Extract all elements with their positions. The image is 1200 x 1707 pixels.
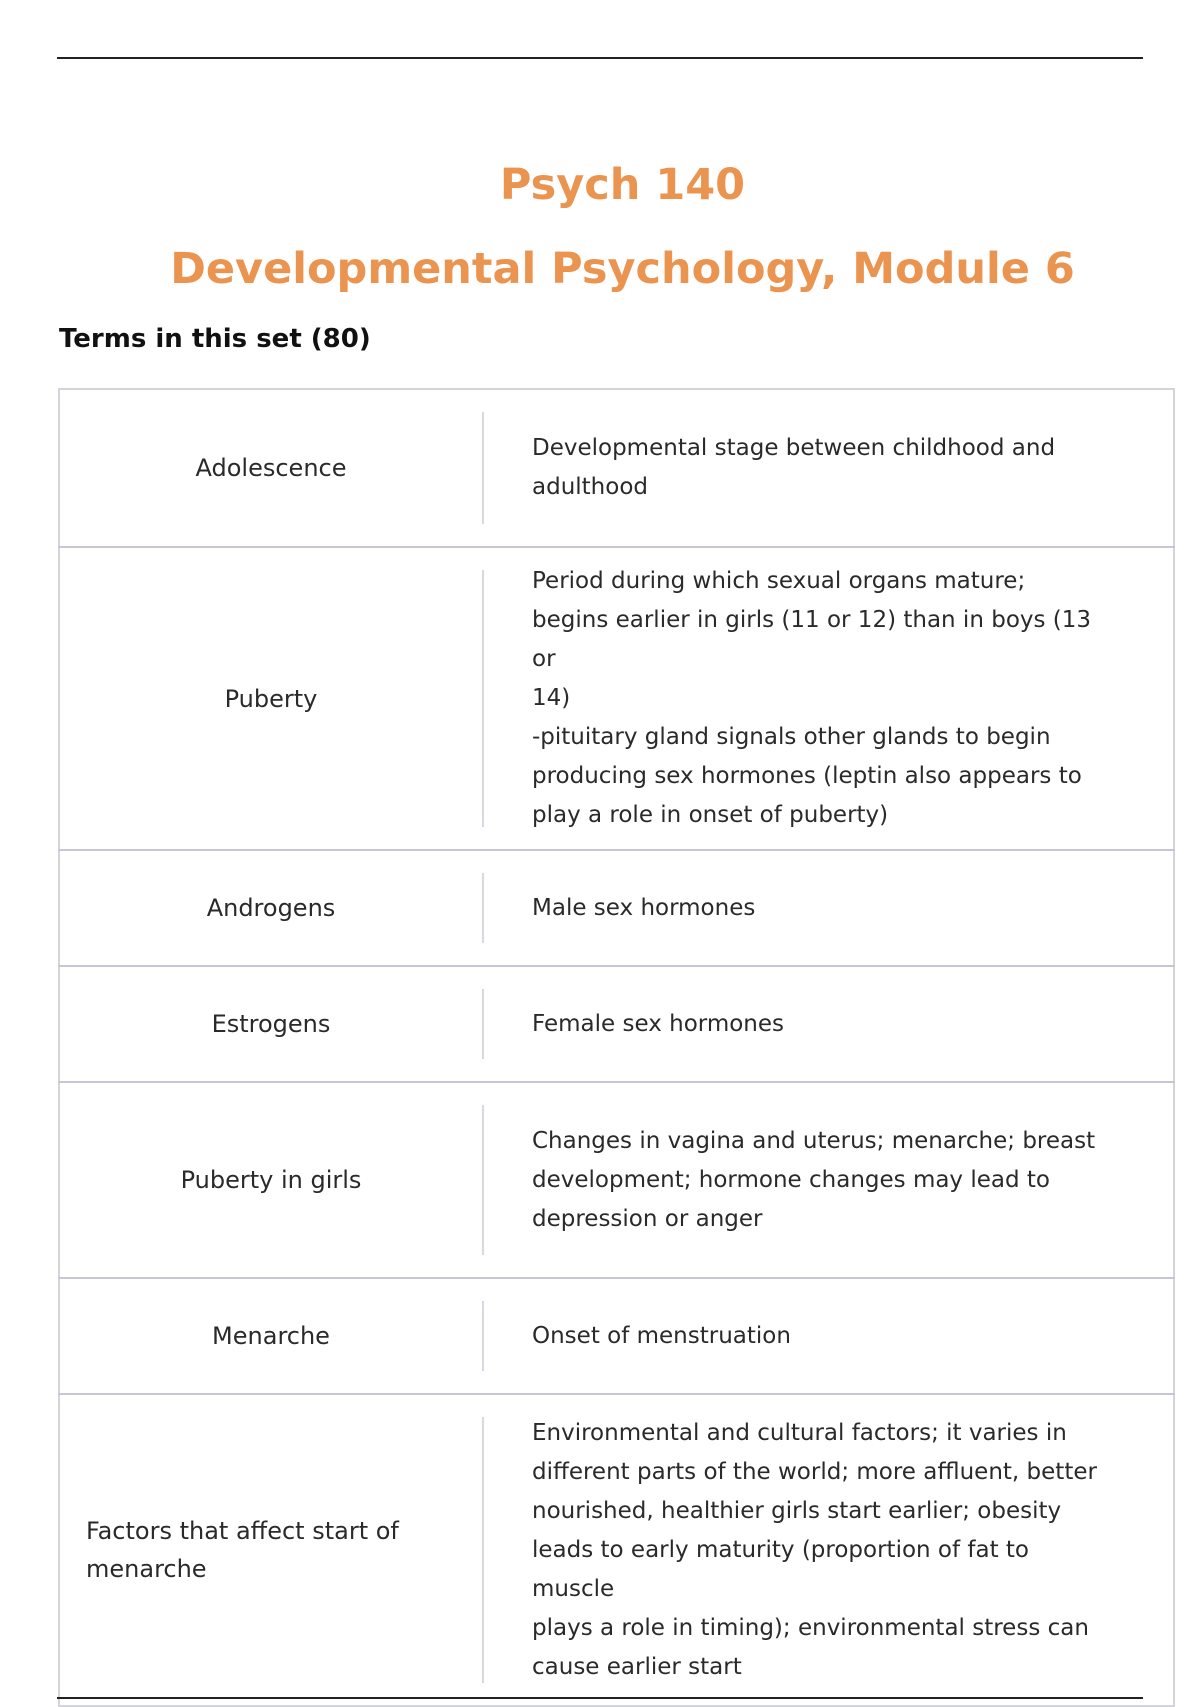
term-row [59,389,1174,547]
top-rule [57,57,1143,59]
definition-line: development; hormone changes may lead to [532,1166,1050,1193]
term-row [59,547,1174,850]
page-subtitle: Developmental Psychology, Module 6 [170,244,1075,294]
definition-cell [482,547,1174,850]
definition-cell [482,1082,1174,1278]
definition-line: Changes in vagina and uterus; menarche; breast [532,1127,1096,1154]
definition-line: Male sex hormones [532,894,756,921]
definition-line: -pituitary gland signals other glands to begin [532,724,1051,750]
definition-line: producing sex hormones (leptin also appears to [532,763,1082,789]
definition-cell [482,966,1174,1082]
definition-line: different parts of the world; more affluent, better [532,1458,1097,1485]
terms-count-heading: Terms in this set (80) [59,324,371,354]
terms-table [58,388,1175,1707]
term-label: Puberty in girls [180,1166,362,1194]
term-cell [59,389,482,547]
definition-line: cause earlier start [532,1653,742,1680]
term-label: Menarche [212,1322,330,1350]
term-label: Adolescence [195,454,347,482]
definition-line: Onset of menstruation [532,1322,791,1349]
term-cell [59,966,482,1082]
term-row [59,966,1174,1082]
definition-line: plays a role in timing); environmental stress can [532,1614,1089,1641]
definition-cell [482,850,1174,966]
definition-line: leads to early maturity (proportion of fat to muscle [532,1536,1030,1602]
term-cell [59,850,482,966]
term-row [59,850,1174,966]
bottom-rule [57,1697,1143,1699]
definition-line: Period during which sexual organs mature; [532,568,1026,594]
term-row [59,1394,1174,1706]
term-label-line: Factors that affect start of [86,1517,399,1545]
definition-cell [482,1394,1174,1706]
definition-line: adulthood [532,474,648,500]
term-label-line: menarche [86,1555,207,1583]
definition-line: play a role in onset of puberty) [532,802,889,828]
definition-cell [482,1278,1174,1394]
term-cell [59,547,482,850]
term-label: Puberty [224,684,318,713]
definition-line: Developmental stage between childhood and [532,435,1056,461]
definition-line: depression or anger [532,1205,763,1232]
term-label: Androgens [206,894,336,922]
term-cell [59,1278,482,1394]
definition-line: begins earlier in girls (11 or 12) than in boys (13 or [532,607,1092,672]
term-label: Estrogens [211,1010,331,1038]
term-cell [59,1082,482,1278]
page-title: Psych 140 [499,160,746,210]
definition-line: nourished, healthier girls start earlier; obesity [532,1497,1062,1524]
definition-line: Female sex hormones [532,1010,785,1037]
definition-cell [482,389,1174,547]
term-cell [59,1394,482,1706]
definition-line: 14) [532,685,571,711]
term-row [59,1278,1174,1394]
definition-line: Environmental and cultural factors; it varies in [532,1419,1067,1446]
term-row [59,1082,1174,1278]
